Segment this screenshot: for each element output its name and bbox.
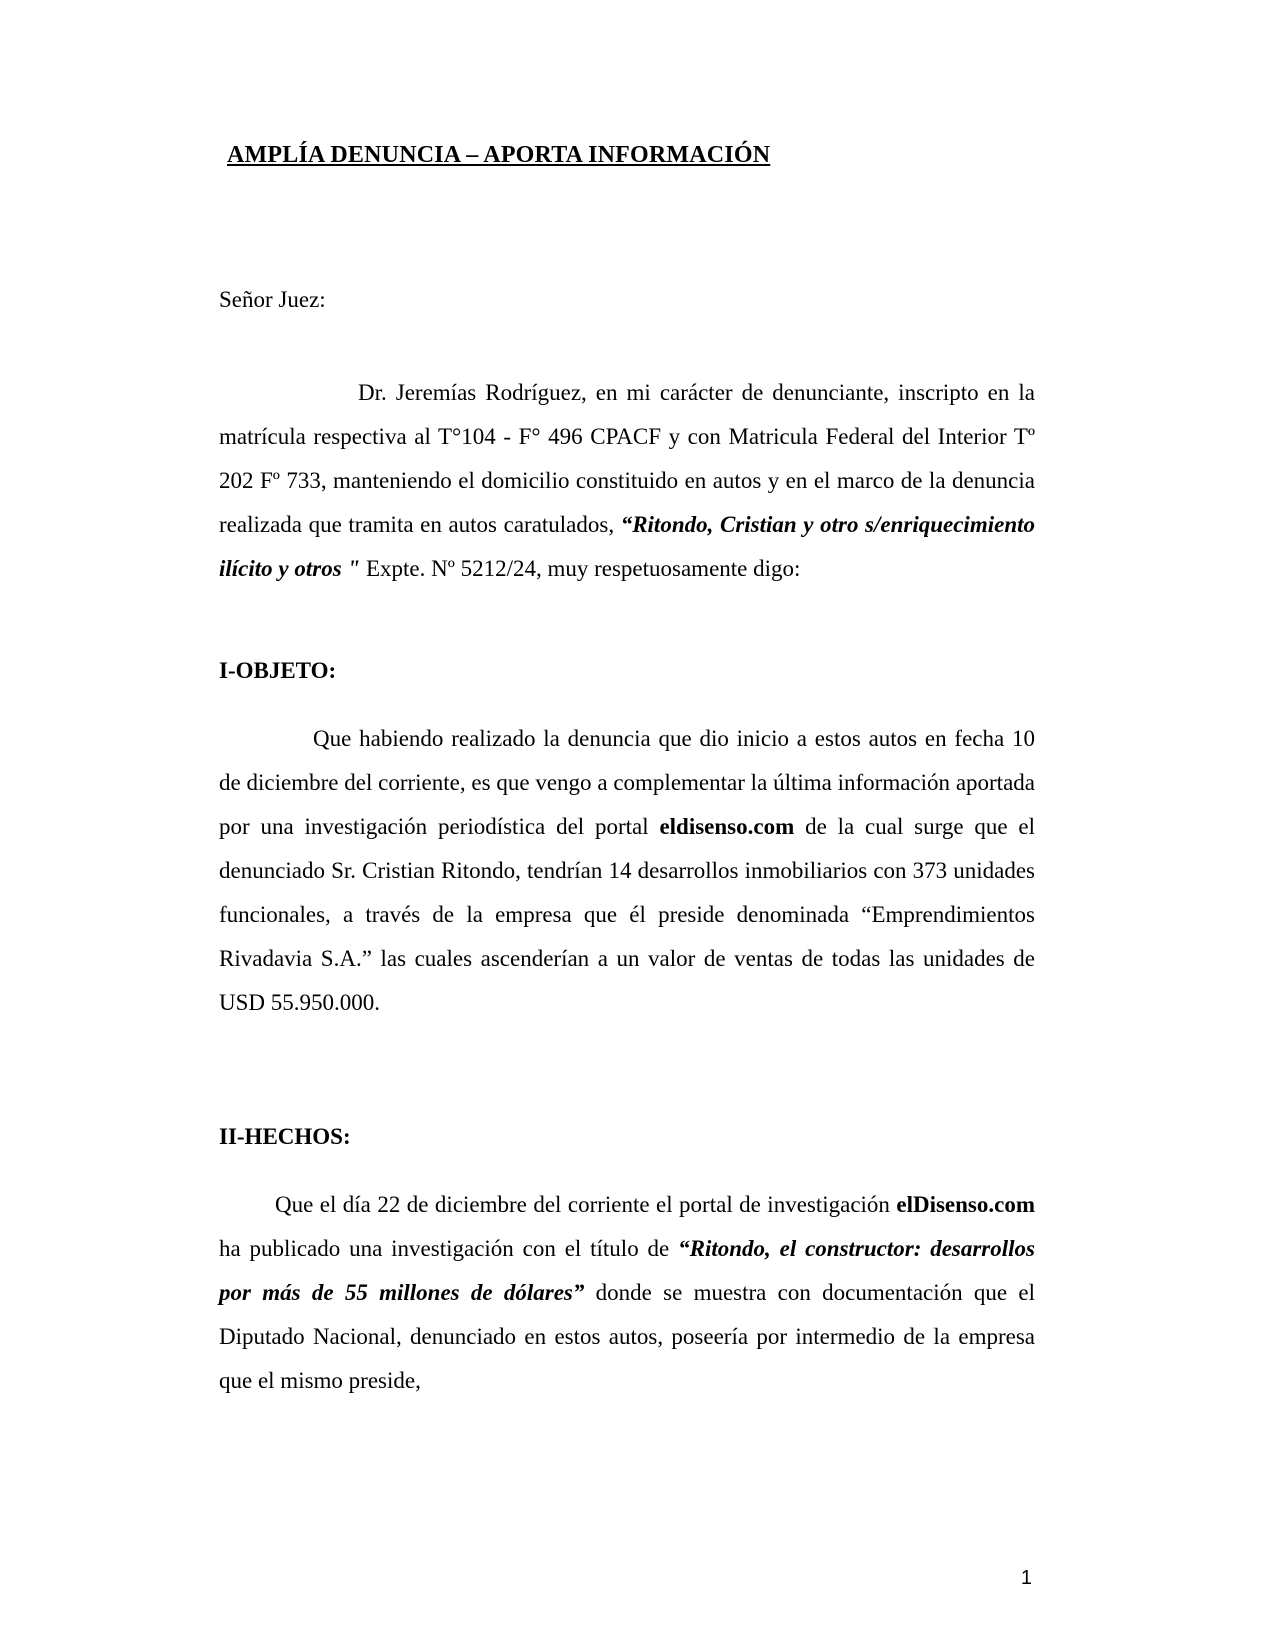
- page-number: 1: [1020, 1567, 1032, 1589]
- hechos-paragraph: [219, 1183, 1035, 1403]
- objeto-paragraph: [219, 717, 1035, 1025]
- document-content: [219, 140, 1035, 1403]
- text-run: Expte. Nº 5212/24, muy respetuosamente digo:: [365, 556, 801, 581]
- text-run: ha publicado una investigación con el título de: [219, 1236, 679, 1261]
- document-title: AMPLÍA DENUNCIA – APORTA INFORMACIÓN: [227, 142, 771, 168]
- intro-paragraph: [219, 371, 1035, 591]
- text-run: donde se muestra con documentación que el Diputado Nacional, denunciado en estos autos, poseería por intermedio de la empresa que el mismo preside,: [219, 1280, 1035, 1393]
- case-caption-run: “Ritondo, Cristian y otro s/enriquecimiento ilícito y otros ": [219, 512, 1035, 581]
- portal-name-run: eldisenso.com: [659, 814, 795, 839]
- section-heading-hechos: II-HECHOS:: [219, 1124, 351, 1149]
- section-heading-objeto: I-OBJETO:: [219, 658, 337, 683]
- text-run: Que habiendo realizado la denuncia que dio inicio a estos autos en fecha 10 de diciembre del corriente, es que vengo a complementar la última información aportada por una investigación periodística del portal: [219, 726, 1035, 839]
- text-run: Dr. Jeremías Rodríguez, en mi carácter de denunciante, inscripto en la matrícula respectiva al T°104 - F° 496 CPACF y con Matricula Federal del Interior Tº 202 Fº 733, manteniendo el domicilio constituido en autos y en el marco de la denuncia realizada que tramita en autos caratulados,: [219, 380, 1035, 537]
- portal-name-run: elDisenso.com: [896, 1192, 1035, 1217]
- salutation: Señor Juez:: [219, 287, 326, 312]
- text-run: de la cual surge que el denunciado Sr. Cristian Ritondo, tendrían 14 desarrollos inmobiliarios con 373 unidades funcionales, a través de la empresa que él preside denominada “Emprendimientos Rivadavia S.A.” las cuales ascenderían a un valor de ventas de todas las unidades de USD 55.950.000.: [219, 814, 1035, 1015]
- article-title-run: “Ritondo, el constructor: desarrollos por más de 55 millones de dólares”: [219, 1236, 1035, 1305]
- text-run: Que el día 22 de diciembre del corriente el portal de investigación: [275, 1192, 897, 1217]
